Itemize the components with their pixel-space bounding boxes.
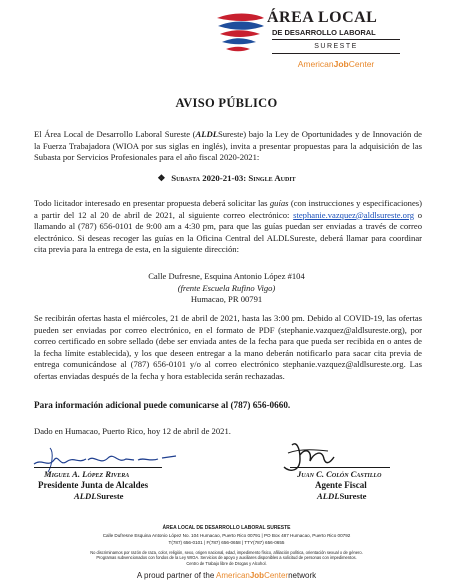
intro-paragraph: El Área Local de Desarrollo Laboral Sureste (ALDLSureste) bajo la Ley de Oportunidades y de Innovación de la Fuerza Trabajadora (WIOA por sus siglas en inglés), invita a presentar propuestas para la adquisición de las Subasta por Servicios Profesionales para el año fiscal 2020-2021:: [34, 129, 422, 163]
contact-email-link[interactable]: stephanie.vazquez@aldlsureste.org: [293, 209, 414, 220]
address-line-3: Humacao, PR 00791: [190, 294, 263, 305]
signatory-right-org: ALDLSureste: [317, 491, 367, 501]
footer-address: Calle Dufresne Esquina Antonio López No. 104 Humacao, Puerto Rico 00791 | PO Box 487 Humacao, Puerto Rico 00792: [102, 533, 351, 538]
subasta-title: Single Audit: [248, 173, 296, 183]
organization-logo: [212, 6, 412, 76]
footer-nondiscrimination: No discriminamos por razón de raza, color, religión, sexo, origen nacional, edad, impedimento físico, afiliación política, orientación sexual o de género.: [90, 550, 363, 555]
signature-line-left: [34, 467, 162, 468]
subasta-item: [0, 173, 453, 184]
contact-info: Para información adicional puede comunicarse al (787) 656-0660.: [34, 400, 291, 410]
footer-org-name: ÁREA LOCAL DE DESARROLLO LABORAL SURESTE: [162, 525, 291, 531]
signatory-left-role: Presidente Junta de Alcaldes: [38, 480, 149, 490]
address-line-2: (frente Escuela Rufino Vigo): [177, 282, 276, 293]
footer-partner-tagline: A proud partner of the AmericanJobCenternetwork: [136, 571, 317, 580]
signatory-right-role: Agente Fiscal: [315, 480, 367, 490]
logo-region: SURESTE: [314, 43, 358, 50]
bullet-diamond-icon: ❖: [157, 173, 166, 183]
logo-divider-lower: [272, 53, 400, 54]
instructions-paragraph: Todo licitador interesado en presentar propuesta deberá solicitar las guías (con instrucciones y especificaciones) a partir del 12 al 20 de abril de 2021, al siguiente correo electrónico: stephanie.vazquez@aldlsureste.org o llamando al (787) 656-0101 de 9:00 am a 4:30 pm, para que las guías puedan ser enviadas a través de correo electrónico. Si deseas recoger las guías en la Oficina Central del ALDLSureste, deberá llamar para coordinar cita previa para la entrega de esta, en la siguiente dirección:: [34, 198, 422, 255]
subasta-label: Subasta 2020-21-03:: [171, 173, 247, 183]
footer-drug-free: Centro de Trabajo libre de Drogas y Alcohol.: [186, 561, 267, 566]
footer-phones: T(787) 656-0101 | F(787) 656-0658 | TTY(787) 656-0655: [168, 540, 285, 545]
date-line: Dado en Humacao, Puerto Rico, hoy 12 de abril de 2021.: [34, 426, 231, 436]
logo-subtitle: DE DESARROLLO LABORAL: [272, 28, 376, 37]
address-block: [0, 271, 453, 306]
footer-wioa-note: Programas subvencionados con fondos de la Ley WIOA. Servicios de apoyo y auxiliares disponibles a solicitud de personas con impedimentos.: [96, 555, 357, 560]
signatory-right-name: Juan C. Colón Castillo: [297, 469, 382, 479]
address-line-1: Calle Dufresne, Esquina Antonio López #104: [148, 271, 305, 281]
signature-line-right: [290, 467, 390, 468]
page-title: AVISO PÚBLICO: [175, 96, 278, 110]
logo-ajc-wordmark: AmericanJobCenter: [297, 59, 375, 69]
deadline-paragraph: Se recibirán ofertas hasta el miércoles, 21 de abril de 2021, hasta las 3:00 pm. Debido al COVID-19, las ofertas pueden ser enviadas por correo electrónico, en el formato de PDF (stephanie.vazquez@aldlsureste.org), por correo certificado en sobre sellado (debe ser enviada antes de la fecha para que pueda ser recibida en o antes de la fecha límite establecida), y los que deseen entregar a la mano deberán notificarlo para sacar cita previa de entrega comunicándose al (787) 656-0101 y/o al correo electrónico stephanie.vazquez@aldlsureste.org. Las ofertas enviadas después de la fecha y hora establecida serán rechazadas.: [34, 313, 422, 381]
signatory-left-name: Miguel A. López Rivera: [44, 469, 130, 479]
logo-title: ÁREA LOCAL: [267, 9, 378, 26]
signatory-left-org: ALDLSureste: [74, 491, 124, 501]
